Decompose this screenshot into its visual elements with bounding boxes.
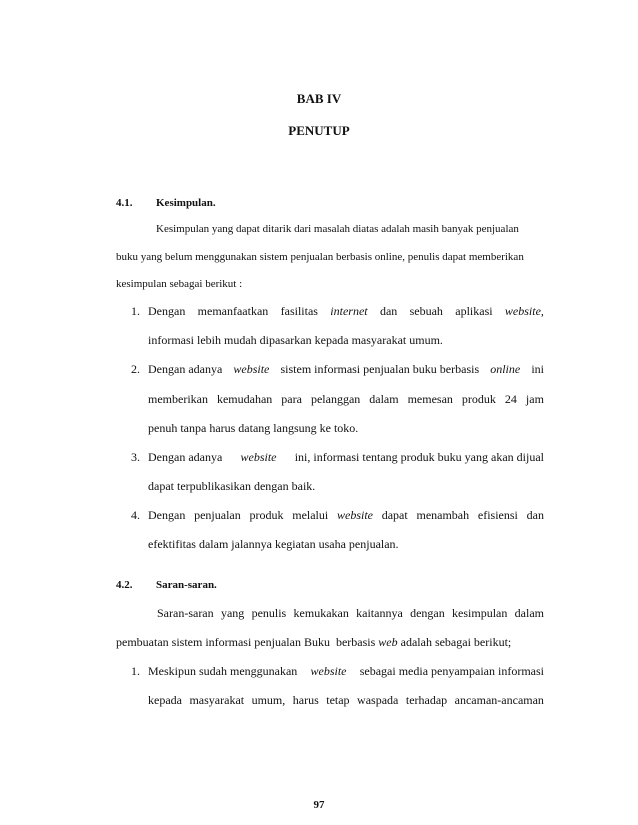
list-number: 1. (131, 664, 140, 678)
list-item-line: efektifitas dalam jalannya kegiatan usaha penjualan. (148, 537, 399, 551)
word: yang (220, 606, 245, 620)
word: Dengan (148, 508, 186, 522)
intro-line: kesimpulan sebagai berikut : (116, 278, 243, 290)
text: adalah sebagai berikut; (400, 635, 512, 649)
word: aplikasi (455, 304, 493, 318)
list-item-line: penuh tanpa harus datang langsung ke toko. (148, 421, 359, 435)
word: pelanggan (310, 392, 361, 406)
list-number: 3. (131, 450, 140, 464)
word: dengan (410, 606, 445, 620)
word: penjualan (194, 508, 241, 522)
word: sistem informasi penjualan buku berbasis (280, 362, 480, 376)
list-item (148, 665, 544, 677)
list-item-line: informasi lebih mudah dipasarkan kepada masyarakat umum. (148, 333, 443, 347)
word: masyarakat (189, 693, 245, 707)
word: Dengan (148, 304, 186, 318)
word: harus (292, 693, 319, 707)
word: memesan (407, 392, 453, 406)
word: melalui (292, 508, 329, 522)
list-item (148, 305, 544, 317)
list-item-line: dapat terpublikasikan dengan baik. (148, 479, 316, 493)
page-number: 97 (313, 799, 325, 811)
word-italic: website (336, 508, 373, 522)
word: jam (525, 392, 544, 406)
word: kemukakan (293, 606, 349, 620)
word: ini (531, 362, 544, 376)
word: tetap (326, 693, 350, 707)
section-number: 4.1. (116, 197, 133, 209)
word: umum, (251, 693, 286, 707)
word: para (281, 392, 302, 406)
word-italic: website, (504, 304, 544, 318)
word: waspada (357, 693, 399, 707)
word: dalam (514, 606, 544, 620)
list-number: 4. (131, 508, 140, 522)
word: memberikan (148, 392, 208, 406)
word: penulis (251, 606, 287, 620)
word: kaitannya (356, 606, 403, 620)
word: ancaman-ancaman (454, 693, 544, 707)
word-italic: internet (330, 304, 368, 318)
word: sebuah (409, 304, 443, 318)
chapter-title: PENUTUP (288, 123, 350, 138)
word: menambah (416, 508, 470, 522)
word: efisiensi (477, 508, 518, 522)
word: kepada (148, 693, 182, 707)
word: 24 (504, 392, 517, 406)
list-item (148, 451, 544, 463)
word: fasilitas (280, 304, 318, 318)
chapter-number: BAB IV (296, 91, 342, 106)
word: Saran-saran (157, 606, 214, 620)
word-italic: web (378, 635, 398, 649)
intro-line (157, 607, 544, 619)
word-italic: website (240, 450, 277, 464)
word: produk (461, 392, 496, 406)
text: pembuatan sistem informasi penjualan Buku berbasis (116, 635, 376, 649)
section-heading: Saran-saran. (156, 579, 217, 591)
word: dalam (369, 392, 399, 406)
list-item-line (148, 393, 544, 405)
word: kemudahan (216, 392, 273, 406)
word: kesimpulan (452, 606, 508, 620)
section-number: 4.2. (116, 579, 133, 591)
word: Dengan adanya (148, 450, 223, 464)
word: terhadap (405, 693, 448, 707)
word-italic: website (233, 362, 270, 376)
word: dan (526, 508, 544, 522)
word-italic: online (490, 362, 521, 376)
word: produk (249, 508, 284, 522)
list-item (148, 363, 544, 375)
intro-text: Kesimpulan yang dapat ditarik dari masalah diatas adalah masih banyak penjualan (156, 223, 519, 235)
list-item-line (148, 694, 544, 706)
word: Meskipun sudah menggunakan (148, 664, 298, 678)
word: Dengan adanya (148, 362, 223, 376)
intro-line (156, 224, 544, 235)
list-number: 2. (131, 362, 140, 376)
word: sebagai media penyampaian informasi (359, 664, 544, 678)
word: dapat (381, 508, 408, 522)
list-item (148, 509, 544, 521)
section-heading: Kesimpulan. (156, 197, 216, 209)
intro-line: buku yang belum menggunakan sistem penjualan berbasis online, penulis dapat memberikan (116, 251, 524, 263)
word: dan (379, 304, 398, 318)
intro-line (116, 636, 511, 648)
list-number: 1. (131, 304, 140, 318)
word: ini, informasi tentang produk buku yang akan dijual (294, 450, 544, 464)
word-italic: website (310, 664, 347, 678)
word: memanfaatkan (197, 304, 269, 318)
